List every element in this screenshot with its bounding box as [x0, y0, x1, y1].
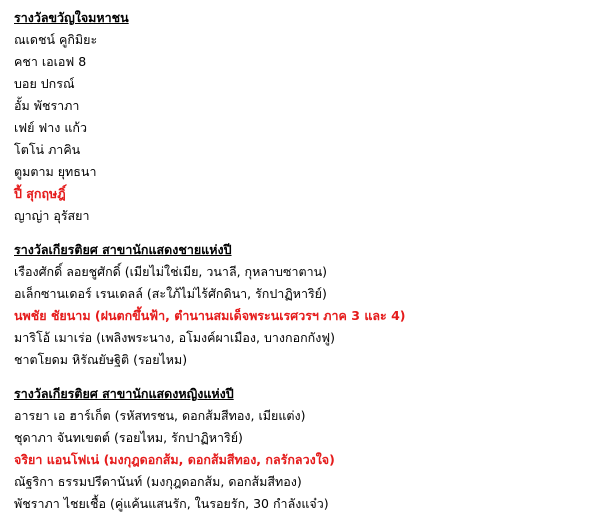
nominee-item: คชา เอเอฟ 8	[14, 54, 87, 69]
nominee-item: พัชราภา ไชยเชื้อ (คู่แค้นแสนรัก, ในรอยรัก, 30 กำลังแจ๋ว)	[14, 496, 329, 511]
section-best-actor	[14, 239, 610, 371]
nominee-item: มาริโอ้ เมาเร่อ (เพลิงพระนาง, อโมงค์ผาเมือง, บางกอกกังฟู)	[14, 330, 336, 345]
nominee-item: อเล็กซานเดอร์ เรนเดลล์ (สะใภ้ไม่ไร้ศักดินา, รักปาฏิหาริย์)	[14, 286, 327, 301]
nominee-item: บอย ปกรณ์	[14, 76, 75, 91]
section-heading: รางวัลขวัญใจมหาชน	[14, 10, 129, 25]
section-popular-vote	[14, 7, 610, 227]
nominee-item: ตูมตาม ยุทธนา	[14, 164, 97, 179]
nominee-item: อั้ม พัชราภา	[14, 98, 80, 113]
nominee-item: ชุดาภา จันทเขตต์ (รอยไหม, รักปาฏิหาริย์)	[14, 430, 243, 445]
nominee-item: ณัฐริกา ธรรมปรีดานันท์ (มงกุฎดอกส้ม, ดอกส้มสีทอง)	[14, 474, 302, 489]
section-heading: รางวัลเกียรติยศ สาขานักแสดงชายแห่งปี	[14, 242, 232, 257]
nominee-item: ณเดชน์ คูกิมิยะ	[14, 32, 98, 47]
section-best-actress	[14, 383, 610, 515]
winner-item: ปี้ สุกฤษฎิ์	[14, 186, 66, 201]
nominee-item: เรืองศักดิ์ ลอยชูศักดิ์ (เมียไม่ใช่เมีย, วนาลี, กุหลาบซาตาน)	[14, 264, 328, 279]
nominee-item: เฟย์ ฟาง แก้ว	[14, 120, 88, 135]
nominee-item: ญาญ่า อุรัสยา	[14, 208, 90, 223]
award-nominee-list	[14, 7, 610, 515]
nominee-item: ชาตโยดม หิรัณยัษฐิติ (รอยไหม)	[14, 352, 188, 367]
winner-item: จริยา แอนโฟเน่ (มงกุฎดอกส้ม, ดอกส้มสีทอง, กลรักลวงใจ)	[14, 452, 335, 467]
nominee-item: โตโน่ ภาคิน	[14, 142, 81, 157]
winner-item: นพชัย ชัยนาม (ฝนตกขึ้นฟ้า, ตำนานสมเด็จพระนเรศวรฯ ภาค 3 และ 4)	[14, 308, 406, 323]
nominee-item: อารยา เอ ฮาร์เก็ต (รหัสทรชน, ดอกส้มสีทอง, เมียแต่ง)	[14, 408, 306, 423]
section-heading: รางวัลเกียรติยศ สาขานักแสดงหญิงแห่งปี	[14, 386, 234, 401]
